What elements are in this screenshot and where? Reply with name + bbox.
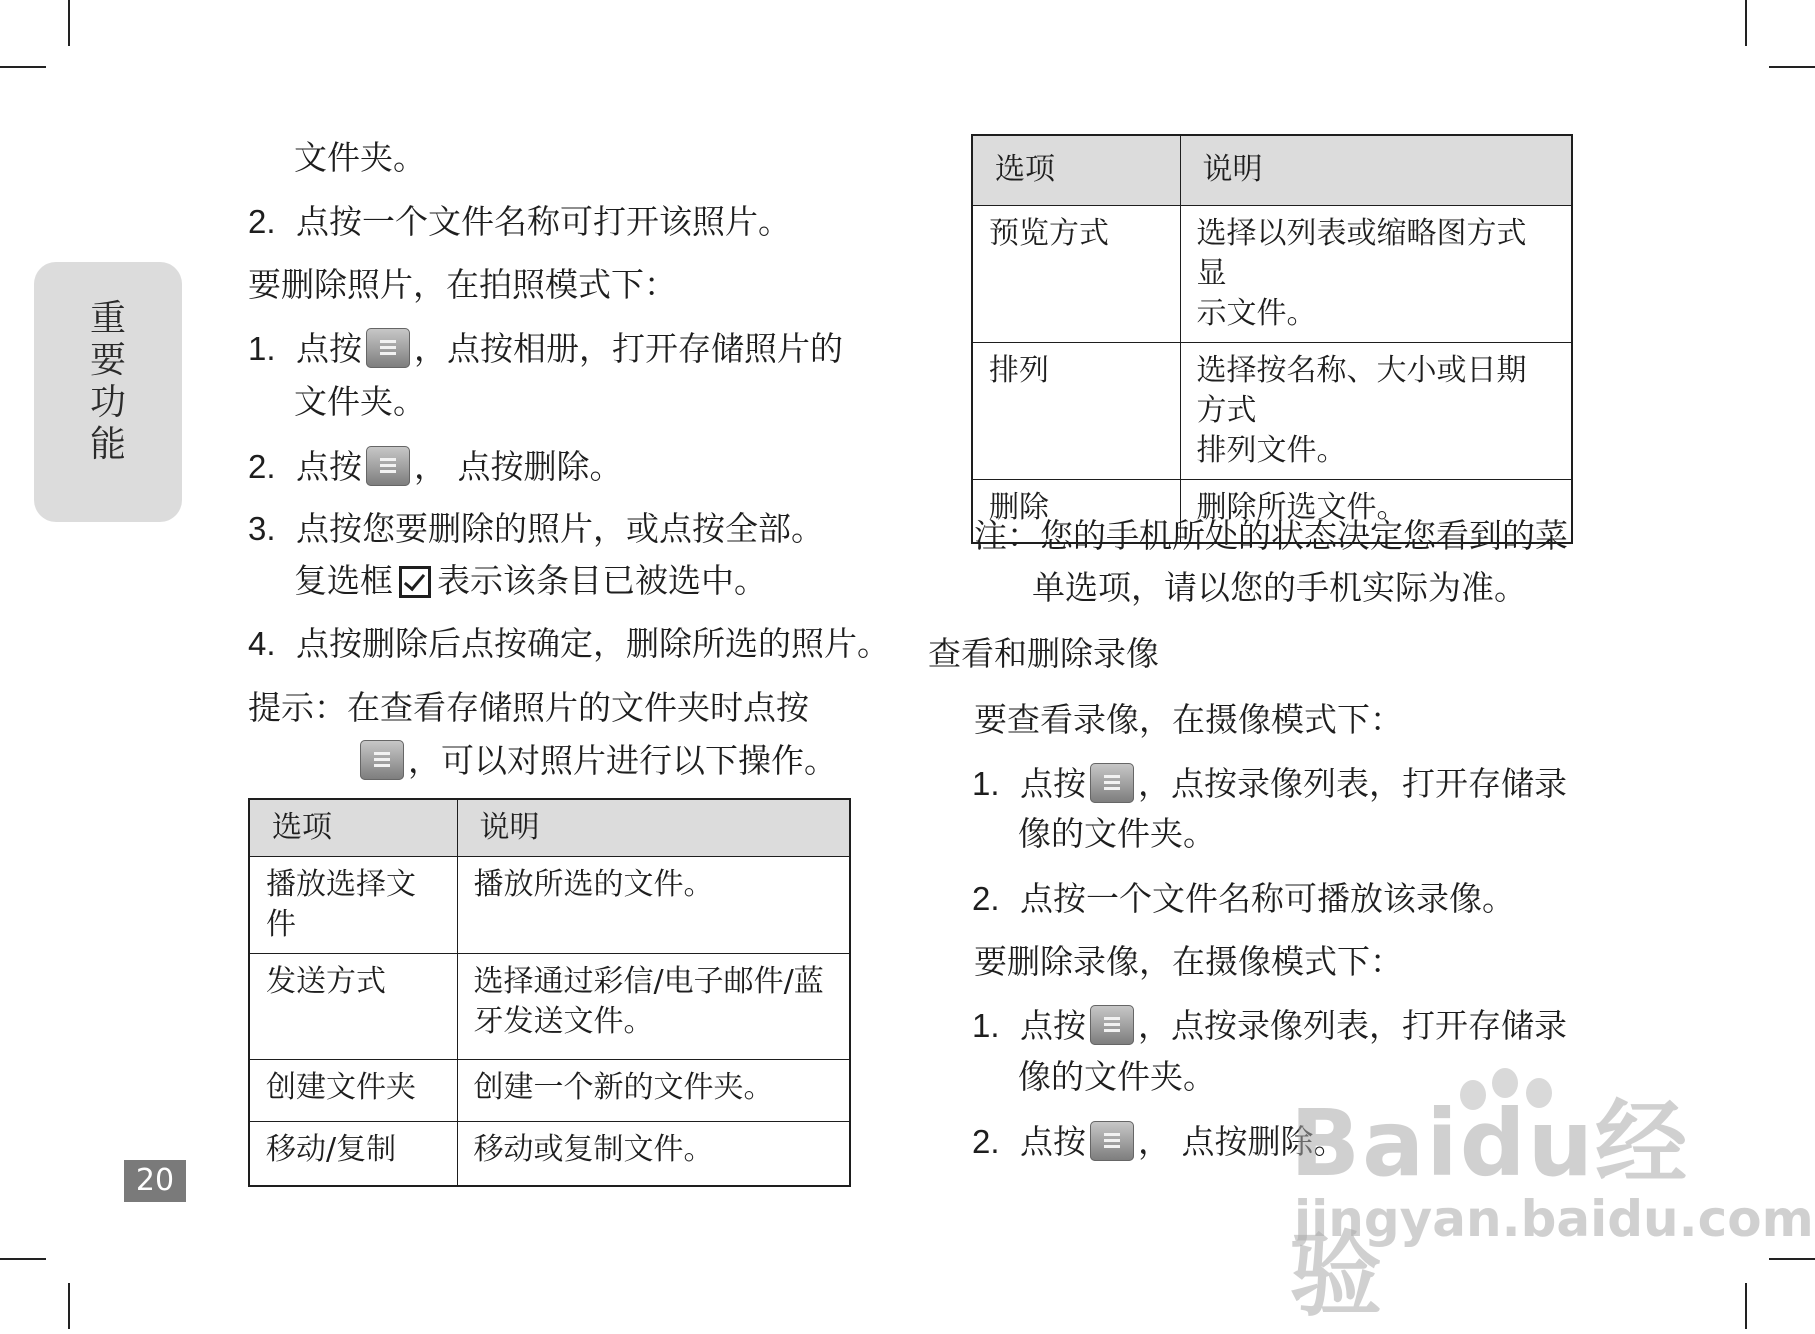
description-cell bbox=[1180, 342, 1572, 479]
step-text: 表示该条目已被选中。 bbox=[437, 561, 767, 600]
step-text: 点按 bbox=[296, 447, 363, 486]
description-line: 示文件。 bbox=[1196, 295, 1317, 331]
view-step-1 bbox=[972, 763, 1567, 804]
option-cell: 移动/复制 bbox=[249, 1122, 457, 1186]
menu-key-icon bbox=[1090, 763, 1134, 803]
table-row bbox=[972, 205, 1572, 342]
option-cell: 发送方式 bbox=[249, 954, 457, 1060]
menu-key-icon bbox=[1090, 1121, 1134, 1161]
crop-mark bbox=[1745, 1283, 1747, 1329]
tip-line-2 bbox=[356, 740, 837, 781]
view-video-intro: 要查看录像，在摄像模式下： bbox=[974, 700, 1403, 739]
description-line: 排列文件。 bbox=[1196, 432, 1347, 468]
crop-mark bbox=[68, 0, 70, 46]
description-cell bbox=[1180, 205, 1572, 342]
step-number: 1. bbox=[248, 330, 276, 367]
step-text: 点按您要删除的照片，或点按全部。 bbox=[296, 509, 825, 548]
folder-options-table bbox=[971, 134, 1573, 544]
header-option: 选项 bbox=[972, 135, 1180, 205]
crop-mark bbox=[1745, 0, 1747, 46]
tip-line-1 bbox=[248, 688, 809, 728]
crop-mark bbox=[68, 1283, 70, 1329]
step-number: 2. bbox=[248, 448, 276, 485]
step-text: ，点按录像列表，打开存储录 bbox=[1138, 764, 1568, 803]
delete-step-4 bbox=[248, 624, 890, 664]
option-cell: 预览方式 bbox=[972, 205, 1180, 342]
note-line-2: 单选项，请以您的手机实际为准。 bbox=[1032, 568, 1527, 607]
view-step-2 bbox=[972, 879, 1515, 919]
delete-step-2 bbox=[248, 446, 623, 487]
tip-label: 提示： bbox=[248, 688, 347, 727]
table-row bbox=[249, 1122, 850, 1186]
description-cell bbox=[457, 954, 850, 1060]
menu-key-icon bbox=[1090, 1005, 1134, 1045]
step-text: 点按一个文件名称可播放该录像。 bbox=[1020, 879, 1516, 918]
step-text: 点按 bbox=[1020, 1006, 1087, 1045]
page-number: 20 bbox=[124, 1160, 186, 1202]
chapter-tab bbox=[34, 262, 182, 522]
watermark-logo: Baidu经验 bbox=[1290, 1090, 1690, 1329]
description-cell bbox=[457, 857, 850, 954]
table-row bbox=[249, 1060, 850, 1122]
photo-options-table bbox=[248, 798, 851, 1187]
step-text: 复选框 bbox=[294, 561, 393, 600]
delete-step-1 bbox=[248, 328, 843, 369]
option-cell: 创建文件夹 bbox=[249, 1060, 457, 1122]
tip-text: 在查看存储照片的文件夹时点按 bbox=[347, 688, 809, 727]
option-cell: 删除 bbox=[972, 479, 1180, 543]
menu-key-icon bbox=[366, 446, 410, 486]
description-line: 创建一个新的文件夹。 bbox=[473, 1070, 774, 1105]
delete-step-1-cont: 文件夹。 bbox=[294, 382, 426, 421]
step-number: 4. bbox=[248, 625, 276, 662]
video-delete-step-1-cont: 像的文件夹。 bbox=[1018, 1057, 1216, 1096]
step-number: 1. bbox=[972, 765, 1000, 802]
step-text: 点按 bbox=[296, 329, 363, 368]
table-header-row bbox=[972, 135, 1572, 205]
step-text: ， 点按删除。 bbox=[1138, 1122, 1347, 1161]
menu-key-icon bbox=[360, 740, 404, 780]
step-text: 点按一个文件名称可打开该照片。 bbox=[296, 202, 792, 241]
description-line: 删除所选文件。 bbox=[1196, 489, 1407, 525]
chapter-tab-label: 重 要 功 能 bbox=[89, 298, 126, 465]
step-text: 点按 bbox=[1020, 764, 1087, 803]
step-number: 2. bbox=[972, 1123, 1000, 1160]
header-option: 选项 bbox=[249, 799, 457, 857]
description-line: 播放所选的文件。 bbox=[473, 867, 714, 902]
table-row bbox=[249, 954, 850, 1060]
step-text: 点按删除后点按确定，删除所选的照片。 bbox=[296, 624, 891, 663]
step-open-photo bbox=[248, 202, 791, 242]
table-row bbox=[249, 857, 850, 954]
watermark-url: jingyan.baidu.com bbox=[1294, 1190, 1814, 1248]
option-cell: 排列 bbox=[972, 342, 1180, 479]
step-number: 1. bbox=[972, 1007, 1000, 1044]
step-number: 3. bbox=[248, 510, 276, 547]
description-cell bbox=[457, 1060, 850, 1122]
header-description: 说明 bbox=[457, 799, 850, 857]
description-line: 移动或复制文件。 bbox=[473, 1132, 714, 1167]
note-line-1: 注：您的手机所处的状态决定您看到的菜 bbox=[974, 516, 1568, 555]
step-text: ，点按相册，打开存储照片的 bbox=[414, 329, 844, 368]
step-text: ，点按录像列表，打开存储录 bbox=[1138, 1006, 1568, 1045]
description-line: 选择通过彩信/电子邮件/蓝 bbox=[473, 964, 824, 999]
delete-video-intro: 要删除录像，在摄像模式下： bbox=[974, 942, 1403, 981]
description-cell bbox=[457, 1122, 850, 1186]
header-description: 说明 bbox=[1180, 135, 1572, 205]
video-delete-step-1 bbox=[972, 1005, 1567, 1046]
tip-text: ，可以对照片进行以下操作。 bbox=[408, 741, 837, 780]
menu-key-icon bbox=[366, 328, 410, 368]
checkbox-checked-icon bbox=[399, 566, 431, 598]
description-line: 选择以列表或缩略图方式显 bbox=[1196, 215, 1527, 291]
crop-mark bbox=[0, 1258, 46, 1260]
baidu-watermark bbox=[1280, 1070, 1814, 1329]
option-cell: 播放选择文件 bbox=[249, 857, 457, 954]
table-row bbox=[972, 342, 1572, 479]
delete-step-3 bbox=[248, 509, 824, 549]
crop-mark bbox=[0, 66, 46, 68]
crop-mark bbox=[1769, 66, 1815, 68]
view-step-1-cont: 像的文件夹。 bbox=[1018, 814, 1216, 853]
description-line: 选择按名称、大小或日期方式 bbox=[1196, 352, 1527, 428]
delete-step-3-cont bbox=[294, 561, 767, 601]
crop-mark bbox=[1769, 1258, 1815, 1260]
step-number: 2. bbox=[248, 203, 276, 240]
step-number: 2. bbox=[972, 880, 1000, 917]
step-text: ， 点按删除。 bbox=[414, 447, 623, 486]
table-header-row bbox=[249, 799, 850, 857]
section-title: 查看和删除录像 bbox=[928, 634, 1159, 673]
step-text: 点按 bbox=[1020, 1122, 1087, 1161]
continued-text: 文件夹。 bbox=[294, 138, 426, 177]
description-line: 牙发送文件。 bbox=[473, 1004, 654, 1039]
delete-photo-intro: 要删除照片，在拍照模式下： bbox=[248, 265, 677, 304]
